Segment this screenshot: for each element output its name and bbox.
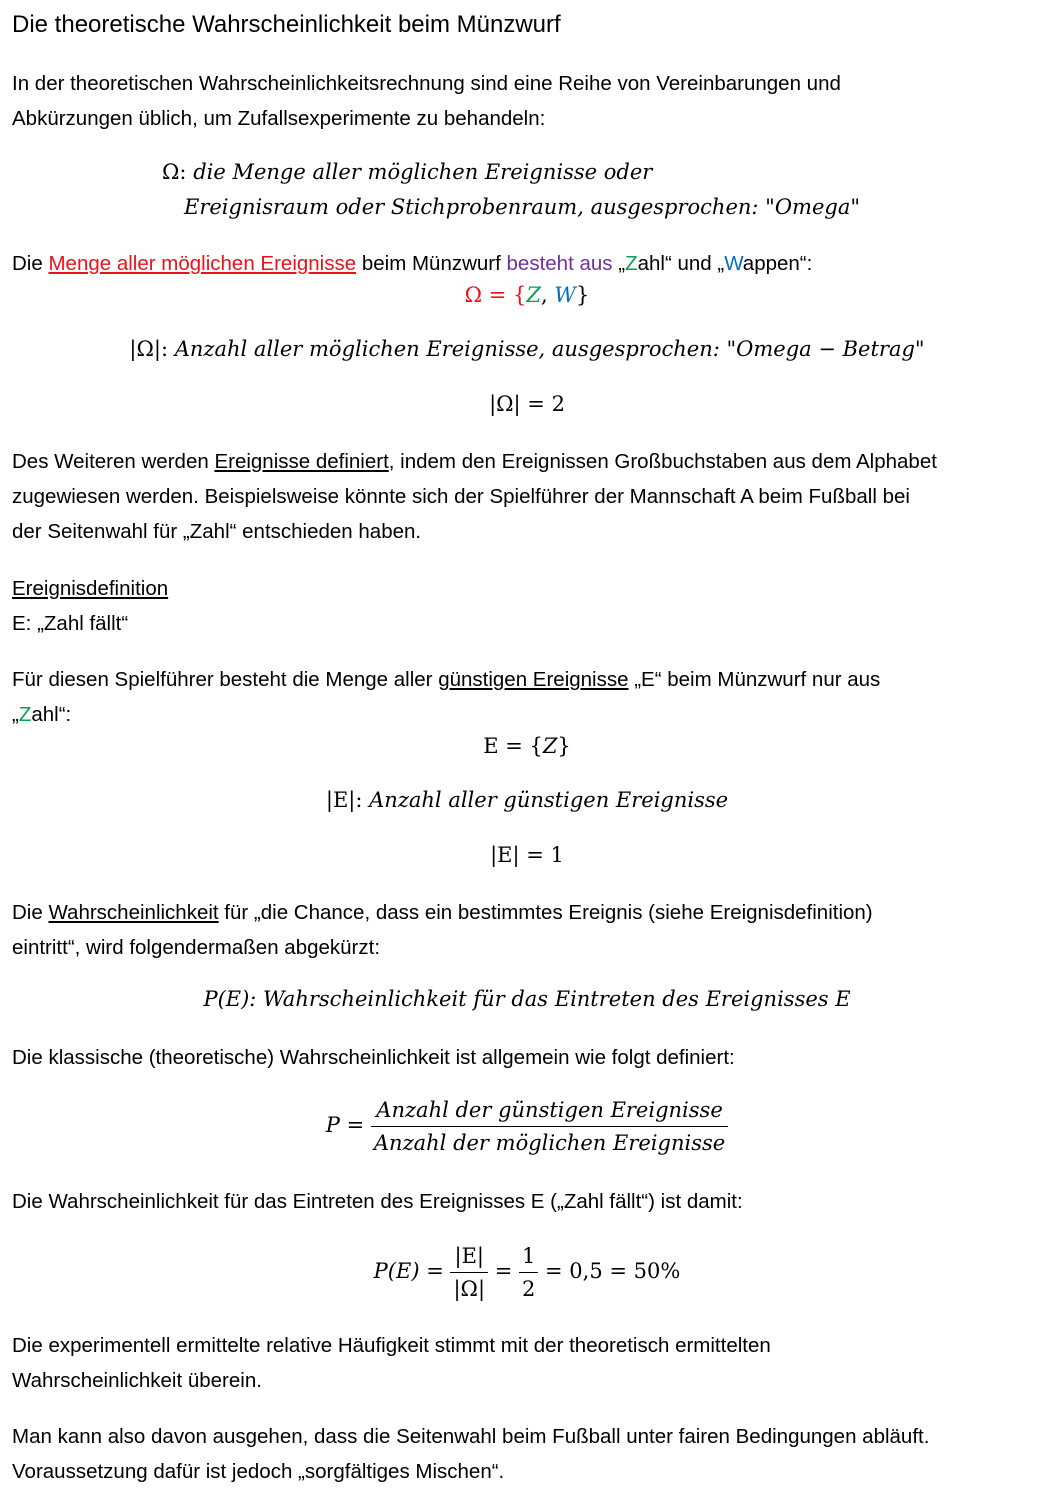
weiteren-line-1 — [12, 444, 937, 479]
omega-set-lhs: Ω — [464, 283, 483, 307]
e-abs-value: |E| = 1 — [490, 843, 564, 867]
formula-result-denominator-1: |Ω| — [453, 1277, 486, 1301]
e-set-lhs: E = { — [483, 734, 543, 758]
omega-definition-line-1 — [162, 160, 652, 184]
menge-letter-w: W — [724, 252, 743, 275]
page-title: Die theoretische Wahrscheinlichkeit beim Münzwurf — [12, 11, 561, 38]
wahrsch-text-post: für „die Chance, dass ein bestimmtes Ereignis (siehe Ereignisdefinition) — [218, 901, 873, 924]
menge-highlight-purple: besteht aus — [506, 252, 613, 275]
weiteren-line-2: zugewiesen werden. Beispielsweise könnte sich der Spielführer der Mannschaft A beim Fußball bei — [12, 485, 910, 508]
schluss-line-1: Man kann also davon ausgehen, dass die Seitenwahl beim Fußball unter fairen Bedingungen abläuft. — [12, 1425, 930, 1448]
formula-general-fraction — [371, 1094, 728, 1159]
weiteren-text-post: , indem den Ereignissen Großbuchstaben aus dem Alphabet — [388, 450, 937, 473]
guenstig-line-2 — [12, 697, 71, 732]
e-abs-symbol: |E|: — [325, 788, 363, 812]
e-set-z: Z — [542, 734, 558, 758]
menge-letter-z: Z — [625, 252, 638, 275]
omega-spoken: "Omega" — [765, 195, 861, 219]
wahrscheinlichkeit-line-1 — [12, 895, 873, 930]
omega-set-comma: , — [541, 283, 555, 307]
klassisch-text: Die klassische (theoretische) Wahrscheinlichkeit ist allgemein wie folgt definiert: — [12, 1046, 735, 1069]
omega-definition-text-2: Ereignisraum oder Stichprobenraum, ausgesprochen: — [184, 195, 759, 219]
formula-result-denominator-2: 2 — [521, 1277, 536, 1301]
menge-text-pre: Die — [12, 252, 49, 275]
e-abs-definition — [12, 788, 1042, 812]
guenstig-letter-z: Z — [18, 703, 32, 726]
formula-general-lhs: P = — [325, 1113, 371, 1137]
weiteren-underline: Ereignisse definiert — [214, 450, 389, 473]
formula-result-rest: = 0,5 = 50% — [538, 1259, 681, 1283]
formula-result-numerator-1: |E| — [450, 1240, 488, 1273]
experimentell-line-1: Die experimentell ermittelte relative Häufigkeit stimmt mit der theoretisch ermittelten — [12, 1334, 771, 1357]
formula-result — [12, 1240, 1042, 1305]
e-set-close: } — [557, 734, 571, 758]
wahrscheinlichkeit-line-2: eintritt“, wird folgendermaßen abgekürzt: — [12, 936, 381, 959]
omega-abs-value: |Ω| = 2 — [489, 392, 565, 416]
pe-definition: P(E): Wahrscheinlichkeit für das Eintreten des Ereignisses E — [203, 987, 851, 1011]
omega-set-eq: = { — [482, 283, 527, 307]
wahrsch-underline: Wahrscheinlichkeit — [48, 901, 219, 924]
formula-general-denominator: Anzahl der möglichen Ereignisse — [373, 1131, 726, 1155]
omega-abs-definition — [12, 337, 1042, 361]
ereignisdefinition-text: E: „Zahl fällt“ — [12, 612, 129, 635]
intro-line-2: Abkürzungen üblich, um Zufallsexperimente zu behandeln: — [12, 107, 546, 130]
guenstig-text-pre: Für diesen Spielführer besteht die Menge aller — [12, 668, 439, 691]
menge-text-zahl: ahl“ und „ — [637, 252, 725, 275]
omega-definition-line-2 — [184, 195, 860, 219]
omega-symbol: Ω: — [162, 160, 187, 184]
guenstig-quote: „ — [12, 703, 19, 726]
ereignisdefinition-heading: Ereignisdefinition — [12, 577, 169, 600]
omega-definition-text-1: die Menge aller möglichen Ereignisse oder — [193, 160, 653, 184]
intro-line-1: In der theoretischen Wahrscheinlichkeitsrechnung sind eine Reihe von Vereinbarungen und — [12, 72, 841, 95]
formula-result-fraction-1 — [450, 1240, 488, 1305]
omega-set-z: Z — [526, 283, 541, 307]
guenstig-underline: günstigen Ereignisse — [438, 668, 629, 691]
experimentell-line-2: Wahrscheinlichkeit überein. — [12, 1369, 262, 1392]
omega-set-formula — [12, 283, 1042, 307]
schluss-line-2: Voraussetzung dafür ist jedoch „sorgfältiges Mischen“. — [12, 1460, 505, 1483]
menge-highlight-red: Menge aller möglichen Ereignisse — [48, 252, 357, 275]
omega-abs-symbol: |Ω|: — [129, 337, 169, 361]
weiteren-line-3: der Seitenwahl für „Zahl“ entschieden haben. — [12, 520, 422, 543]
guenstig-text-post: „E“ beim Münzwurf nur aus — [628, 668, 881, 691]
omega-abs-spoken: "Omega − Betrag" — [719, 337, 925, 361]
formula-result-lhs: P(E) = — [373, 1259, 451, 1283]
omega-set-w: W — [554, 283, 576, 307]
weiteren-text-pre: Des Weiteren werden — [12, 450, 215, 473]
formula-result-numerator-2: 1 — [519, 1240, 538, 1273]
guenstig-line-1 — [12, 662, 880, 697]
e-set-formula — [12, 734, 1042, 758]
formula-general — [12, 1094, 1042, 1159]
omega-set-close: } — [575, 283, 590, 307]
guenstig-text-zahl: ahl“: — [31, 703, 72, 726]
omega-abs-text: Anzahl aller möglichen Ereignisse, ausgesprochen: — [168, 337, 720, 361]
formula-result-eq: = — [488, 1259, 519, 1283]
wahrsch-text-pre: Die — [12, 901, 49, 924]
formula-result-fraction-2 — [519, 1240, 538, 1305]
menge-quote: „ — [612, 252, 626, 275]
menge-text-mid: beim Münzwurf — [356, 252, 507, 275]
menge-paragraph — [12, 246, 812, 281]
menge-text-wappen: appen“: — [742, 252, 813, 275]
formula-general-numerator: Anzahl der günstigen Ereignisse — [371, 1094, 728, 1127]
eintreten-text: Die Wahrscheinlichkeit für das Eintreten des Ereignisses E („Zahl fällt“) ist damit: — [12, 1190, 743, 1213]
e-abs-text: Anzahl aller günstigen Ereignisse — [362, 788, 729, 812]
